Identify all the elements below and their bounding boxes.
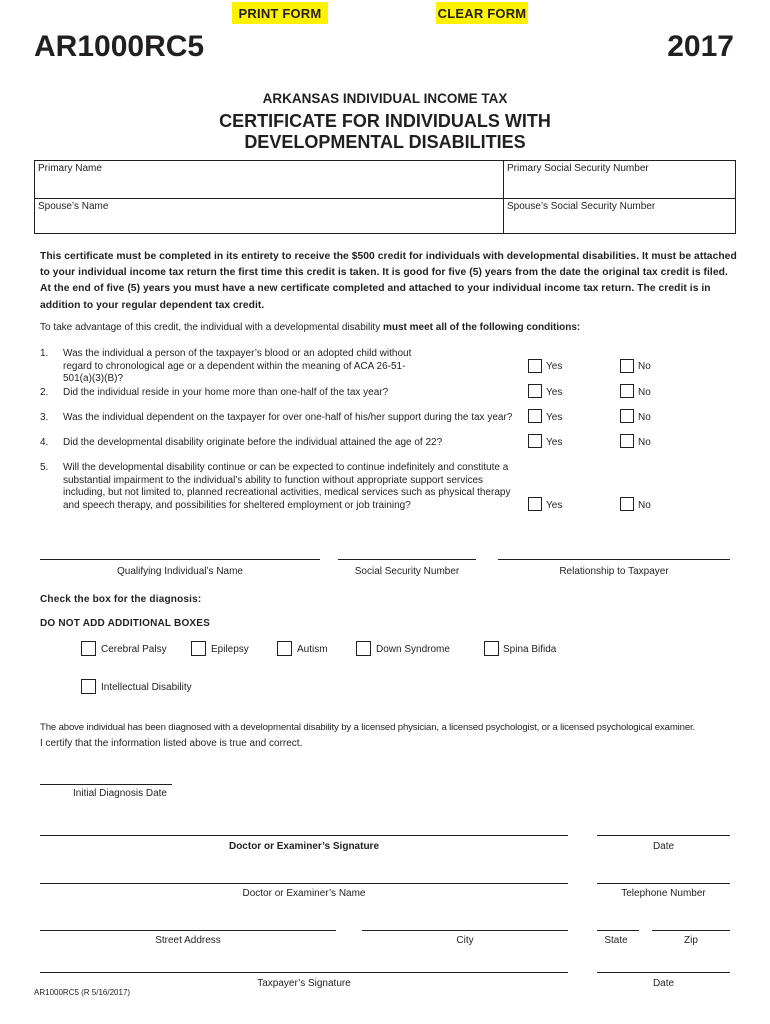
down-syndrome-label: Down Syndrome bbox=[376, 644, 450, 655]
qualifying-name-line[interactable] bbox=[40, 559, 320, 560]
conditions-intro-bold: must meet all of the following conditions: bbox=[382, 322, 581, 333]
zip-label: Zip bbox=[684, 935, 698, 946]
signature-date-label: Date bbox=[652, 841, 675, 852]
conditions-intro bbox=[40, 322, 580, 333]
autism-checkbox[interactable] bbox=[277, 641, 292, 656]
taxpayer-signature-line[interactable] bbox=[40, 972, 568, 973]
doctor-name-line[interactable] bbox=[40, 883, 568, 884]
question-5-number: 5. bbox=[40, 462, 49, 473]
revision-footer: AR1000RC5 (R 5/16/2017) bbox=[34, 988, 131, 997]
question-2-yes-label: Yes bbox=[546, 387, 563, 398]
relationship-line[interactable] bbox=[498, 559, 730, 560]
zip-line[interactable] bbox=[652, 930, 730, 931]
question-2-yes-checkbox[interactable] bbox=[528, 384, 542, 398]
question-1-number: 1. bbox=[40, 348, 49, 359]
down-syndrome-checkbox[interactable] bbox=[356, 641, 371, 656]
print-form-button[interactable]: PRINT FORM bbox=[232, 2, 328, 24]
question-5-no-checkbox[interactable] bbox=[620, 497, 634, 511]
state-line[interactable] bbox=[597, 930, 639, 931]
certification-line-1: The above individual has been diagnosed with a developmental disability by a licensed physician, a licensed psychologist, or a licensed psychological examiner. bbox=[40, 722, 696, 733]
spina-bifida-checkbox[interactable] bbox=[484, 641, 499, 656]
spouse-ssn-field[interactable]: Spouse’s Social Security Number bbox=[507, 201, 656, 212]
qualifying-name-label: Qualifying Individual’s Name bbox=[117, 566, 243, 577]
cerebral-palsy-label: Cerebral Palsy bbox=[101, 644, 167, 655]
grid-row-divider bbox=[35, 198, 735, 199]
question-4-yes-label: Yes bbox=[546, 437, 563, 448]
spouse-name-field[interactable]: Spouse’s Name bbox=[38, 201, 109, 212]
city-label: City bbox=[456, 935, 474, 946]
street-address-line[interactable] bbox=[40, 930, 336, 931]
question-5-no-label: No bbox=[638, 500, 651, 511]
epilepsy-label: Epilepsy bbox=[211, 644, 249, 655]
question-2-no-label: No bbox=[638, 387, 651, 398]
taxpayer-signature-label: Taxpayer’s Signature bbox=[257, 978, 351, 989]
grid-col-divider bbox=[503, 161, 504, 233]
qualifying-ssn-line[interactable] bbox=[338, 559, 476, 560]
certificate-instructions: This certificate must be completed in its entirety to receive the $500 credit for individuals with developmental disabilities. It must be attached to your individual income tax return the first time this credit is taken. It is good for five (5) years from the date the original tax credit is filed. At the end of five (5) years you must have a new certificate completed and attached to your individual income tax return. The credit is in addition to your regular dependent tax credit. bbox=[40, 251, 737, 311]
primary-name-field[interactable]: Primary Name bbox=[38, 163, 102, 174]
question-3-text: Was the individual dependent on the taxpayer for over one-half of his/her support during the tax year? bbox=[63, 412, 513, 423]
initial-diagnosis-date-line[interactable] bbox=[40, 784, 172, 785]
street-address-label: Street Address bbox=[155, 935, 221, 946]
question-2-no-checkbox[interactable] bbox=[620, 384, 634, 398]
cerebral-palsy-checkbox[interactable] bbox=[81, 641, 96, 656]
question-1-no-label: No bbox=[638, 361, 651, 372]
intellectual-disability-label: Intellectual Disability bbox=[101, 682, 192, 693]
spina-bifida-label: Spina Bifida bbox=[503, 644, 557, 655]
question-4-no-checkbox[interactable] bbox=[620, 434, 634, 448]
question-4-yes-checkbox[interactable] bbox=[528, 434, 542, 448]
title-line-2: DEVELOPMENTAL DISABILITIES bbox=[244, 132, 526, 152]
certification-line-2: I certify that the information listed above is true and correct. bbox=[40, 738, 303, 749]
page-title bbox=[0, 111, 770, 153]
intellectual-disability-checkbox[interactable] bbox=[81, 679, 96, 694]
form-id: AR1000RC5 bbox=[34, 30, 205, 63]
question-3-number: 3. bbox=[40, 412, 49, 423]
question-2-text: Did the individual reside in your home more than one-half of the tax year? bbox=[63, 387, 389, 398]
telephone-line[interactable] bbox=[597, 883, 730, 884]
question-4-text: Did the developmental disability originate before the individual attained the age of 22? bbox=[63, 437, 443, 448]
signature-date-line[interactable] bbox=[597, 835, 730, 836]
doctor-name-label: Doctor or Examiner’s Name bbox=[242, 888, 366, 899]
city-line[interactable] bbox=[362, 930, 568, 931]
tax-year: 2017 bbox=[667, 30, 734, 63]
taxpayer-date-label: Date bbox=[652, 978, 675, 989]
question-3-no-label: No bbox=[638, 412, 651, 423]
epilepsy-checkbox[interactable] bbox=[191, 641, 206, 656]
question-2-number: 2. bbox=[40, 387, 49, 398]
telephone-label: Telephone Number bbox=[621, 888, 706, 899]
qualifying-ssn-label: Social Security Number bbox=[354, 566, 460, 577]
question-3-yes-checkbox[interactable] bbox=[528, 409, 542, 423]
question-4-no-label: No bbox=[638, 437, 651, 448]
question-1-yes-checkbox[interactable] bbox=[528, 359, 542, 373]
relationship-label: Relationship to Taxpayer bbox=[559, 566, 669, 577]
question-3-yes-label: Yes bbox=[546, 412, 563, 423]
taxpayer-date-line[interactable] bbox=[597, 972, 730, 973]
doctor-signature-label: Doctor or Examiner’s Signature bbox=[228, 841, 380, 852]
diagnosis-warning: DO NOT ADD ADDITIONAL BOXES bbox=[40, 618, 211, 629]
question-4-number: 4. bbox=[40, 437, 49, 448]
primary-ssn-field[interactable]: Primary Social Security Number bbox=[507, 163, 649, 174]
clear-form-button[interactable]: CLEAR FORM bbox=[436, 2, 528, 24]
question-1-no-checkbox[interactable] bbox=[620, 359, 634, 373]
state-label: State bbox=[604, 935, 628, 946]
question-1-text: Was the individual a person of the taxpayer’s blood or an adopted child without regard to chronological age or a dependent within the meaning of ACA 26-51-501(a)(3)(B)? bbox=[63, 348, 412, 385]
question-3-no-checkbox[interactable] bbox=[620, 409, 634, 423]
doctor-signature-line[interactable] bbox=[40, 835, 568, 836]
autism-label: Autism bbox=[297, 644, 328, 655]
title-line-1: CERTIFICATE FOR INDIVIDUALS WITH bbox=[219, 111, 551, 131]
initial-diagnosis-date-label: Initial Diagnosis Date bbox=[73, 788, 167, 799]
diagnosis-heading: Check the box for the diagnosis: bbox=[40, 594, 202, 605]
question-5-text: Will the developmental disability continue or can be expected to continue indefinitely and constitute a substantial impairment to the individual’s ability to function without appropriate support services including, but not limited to, planned recreational activities, medical services such as physical therapy and speech therapy, and possibilities for sheltered employment or job training? bbox=[63, 462, 511, 511]
conditions-intro-text: To take advantage of this credit, the individual with a developmental disability bbox=[40, 322, 381, 333]
question-1-yes-label: Yes bbox=[546, 361, 563, 372]
agency-title: ARKANSAS INDIVIDUAL INCOME TAX bbox=[262, 91, 508, 106]
question-5-yes-checkbox[interactable] bbox=[528, 497, 542, 511]
question-5-yes-label: Yes bbox=[546, 500, 563, 511]
